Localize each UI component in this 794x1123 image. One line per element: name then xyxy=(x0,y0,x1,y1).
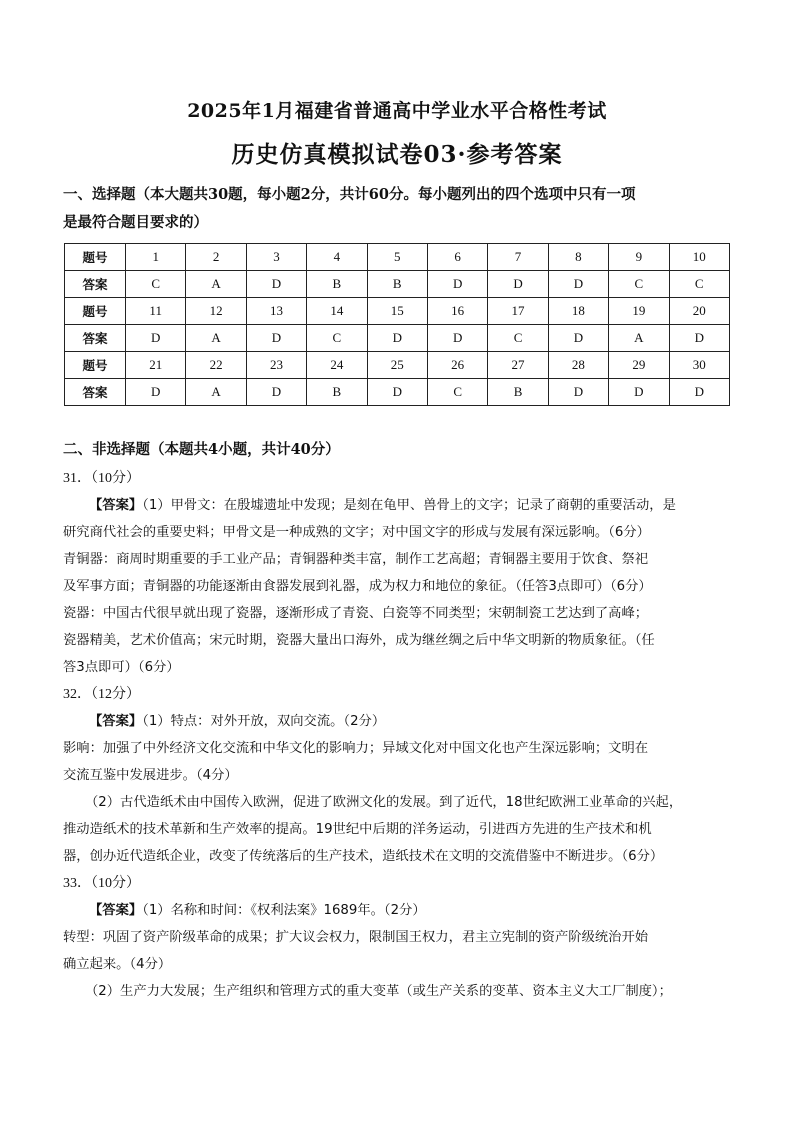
answer-cell: D xyxy=(246,379,306,406)
answer-cell: A xyxy=(609,325,669,352)
exam-title: 2025年1月福建省普通高中学业水平合格性考试 xyxy=(187,100,607,122)
section2-body xyxy=(63,465,733,1005)
question-number-cell: 9 xyxy=(609,244,669,271)
question-number-cell: 27 xyxy=(488,352,548,379)
answer-cell: B xyxy=(307,379,367,406)
answer-cell: C xyxy=(126,271,186,298)
q33-number: 33．（10分） xyxy=(63,876,140,891)
q31-line: 及军事方面；青铜器的功能逐渐由食器发展到礼器，成为权力和地位的象征。（任答3点即可）（6分） xyxy=(63,579,652,594)
question-number-cell: 23 xyxy=(246,352,306,379)
q33-line: 【答案】（1）名称和时间：《权利法案》1689年。（2分） xyxy=(89,903,426,918)
question-number-cell: 6 xyxy=(427,244,487,271)
question-number-cell: 13 xyxy=(246,298,306,325)
section1-heading: 一、选择题（本大题共30题，每小题2分，共计60分。每小题列出的四个选项中只有一项 是最符合题目要求的） xyxy=(63,186,636,231)
q31-line: 青铜器：商周时期重要的手工业产品；青铜器种类丰富，制作工艺高超；青铜器主要用于饮食、祭祀 xyxy=(63,552,649,567)
question-number-cell: 16 xyxy=(427,298,487,325)
answer-cell: D xyxy=(246,325,306,352)
answer-cell: D xyxy=(367,379,427,406)
answer-label-cell: 答案 xyxy=(65,379,126,406)
answer-key-title: 历史仿真模拟试卷03·参考答案 xyxy=(231,141,563,168)
answer-row xyxy=(65,271,730,298)
answer-cell: D xyxy=(669,379,729,406)
section2-heading: 二、非选择题（本题共4小题，共计40分） xyxy=(63,441,340,458)
question-number-cell: 20 xyxy=(669,298,729,325)
question-number-cell: 28 xyxy=(548,352,608,379)
answer-cell: D xyxy=(126,379,186,406)
q31-line: 答3点即可）（6分） xyxy=(63,660,180,675)
question-number-cell: 4 xyxy=(307,244,367,271)
answer-cell: D xyxy=(548,379,608,406)
question-number-cell: 12 xyxy=(186,298,246,325)
question-number-cell: 19 xyxy=(609,298,669,325)
question-number-cell: 30 xyxy=(669,352,729,379)
q31-line: 【答案】（1）甲骨文：在殷墟遗址中发现；是刻在龟甲、兽骨上的文字；记录了商朝的重要活动，是 xyxy=(89,498,676,513)
answer-cell: A xyxy=(186,379,246,406)
question-number-cell: 26 xyxy=(427,352,487,379)
q31-line: 研究商代社会的重要史料；甲骨文是一种成熟的文字；对中国文字的形成与发展有深远影响。（6分） xyxy=(63,525,650,540)
question-number-row xyxy=(65,244,730,271)
q32-number: 32．（12分） xyxy=(63,687,140,702)
question-number-cell: 22 xyxy=(186,352,246,379)
answer-cell: C xyxy=(307,325,367,352)
answer-cell: D xyxy=(548,325,608,352)
question-label-cell: 题号 xyxy=(65,298,126,325)
q32-line: 推动造纸术的技术革新和生产效率的提高。19世纪中后期的洋务运动，引进西方先进的生产技术和机 xyxy=(63,822,652,837)
answer-cell: A xyxy=(186,271,246,298)
answer-cell: A xyxy=(186,325,246,352)
question-number-cell: 21 xyxy=(126,352,186,379)
answer-cell: C xyxy=(669,271,729,298)
answer-cell: C xyxy=(609,271,669,298)
answer-cell: D xyxy=(126,325,186,352)
question-number-cell: 7 xyxy=(488,244,548,271)
question-number-row xyxy=(65,352,730,379)
answer-cell: D xyxy=(488,271,548,298)
answer-label-cell: 答案 xyxy=(65,271,126,298)
answer-cell: C xyxy=(488,325,548,352)
answer-label-cell: 答案 xyxy=(65,325,126,352)
answer-cell: D xyxy=(367,325,427,352)
answer-cell: D xyxy=(246,271,306,298)
q33-line: 确立起来。（4分） xyxy=(63,957,172,972)
answer-cell: B xyxy=(307,271,367,298)
answer-cell: C xyxy=(427,379,487,406)
q32-line: 交流互鉴中发展进步。（4分） xyxy=(63,768,238,783)
q32-line: 影响：加强了中外经济文化交流和中华文化的影响力；异域文化对中国文化也产生深远影响；文明在 xyxy=(63,741,649,756)
answer-row xyxy=(65,325,730,352)
answer-cell: D xyxy=(427,325,487,352)
answer-row xyxy=(65,379,730,406)
q33-line: 转型：巩固了资产阶级革命的成果；扩大议会权力，限制国王权力，君主立宪制的资产阶级统治开始 xyxy=(63,930,649,945)
answer-cell: D xyxy=(609,379,669,406)
question-number-cell: 17 xyxy=(488,298,548,325)
q31-line: 瓷器：中国古代很早就出现了瓷器，逐渐形成了青瓷、白瓷等不同类型；宋朝制瓷工艺达到了高峰； xyxy=(63,606,649,621)
answer-cell: D xyxy=(548,271,608,298)
question-number-cell: 14 xyxy=(307,298,367,325)
answer-cell: D xyxy=(669,325,729,352)
question-number-cell: 2 xyxy=(186,244,246,271)
question-number-cell: 10 xyxy=(669,244,729,271)
question-number-cell: 11 xyxy=(126,298,186,325)
q31-line: 瓷器精美，艺术价值高；宋元时期，瓷器大量出口海外，成为继丝绸之后中华文明新的物质象征。（任 xyxy=(63,633,655,648)
q32-line: 【答案】（1）特点：对外开放，双向交流。（2分） xyxy=(89,714,386,729)
q31-number: 31．（10分） xyxy=(63,471,140,486)
question-number-cell: 1 xyxy=(126,244,186,271)
q32-line: （2）古代造纸术由中国传入欧洲，促进了欧洲文化的发展。到了近代，18世纪欧洲工业革命的兴起， xyxy=(85,795,683,810)
answer-cell: D xyxy=(427,271,487,298)
question-number-cell: 18 xyxy=(548,298,608,325)
question-number-cell: 25 xyxy=(367,352,427,379)
question-number-cell: 24 xyxy=(307,352,367,379)
answer-table xyxy=(64,243,730,406)
question-number-cell: 8 xyxy=(548,244,608,271)
q32-line: 器，创办近代造纸企业，改变了传统落后的生产技术，造纸技术在文明的交流借鉴中不断进步。（6分） xyxy=(63,849,664,864)
question-label-cell: 题号 xyxy=(65,352,126,379)
answer-cell: B xyxy=(488,379,548,406)
question-number-cell: 15 xyxy=(367,298,427,325)
q33-line: （2）生产力大发展；生产组织和管理方式的重大变革（或生产关系的变革、资本主义大工厂制度）； xyxy=(85,984,672,999)
question-label-cell: 题号 xyxy=(65,244,126,271)
question-number-cell: 3 xyxy=(246,244,306,271)
question-number-row xyxy=(65,298,730,325)
answer-cell: B xyxy=(367,271,427,298)
question-number-cell: 5 xyxy=(367,244,427,271)
question-number-cell: 29 xyxy=(609,352,669,379)
